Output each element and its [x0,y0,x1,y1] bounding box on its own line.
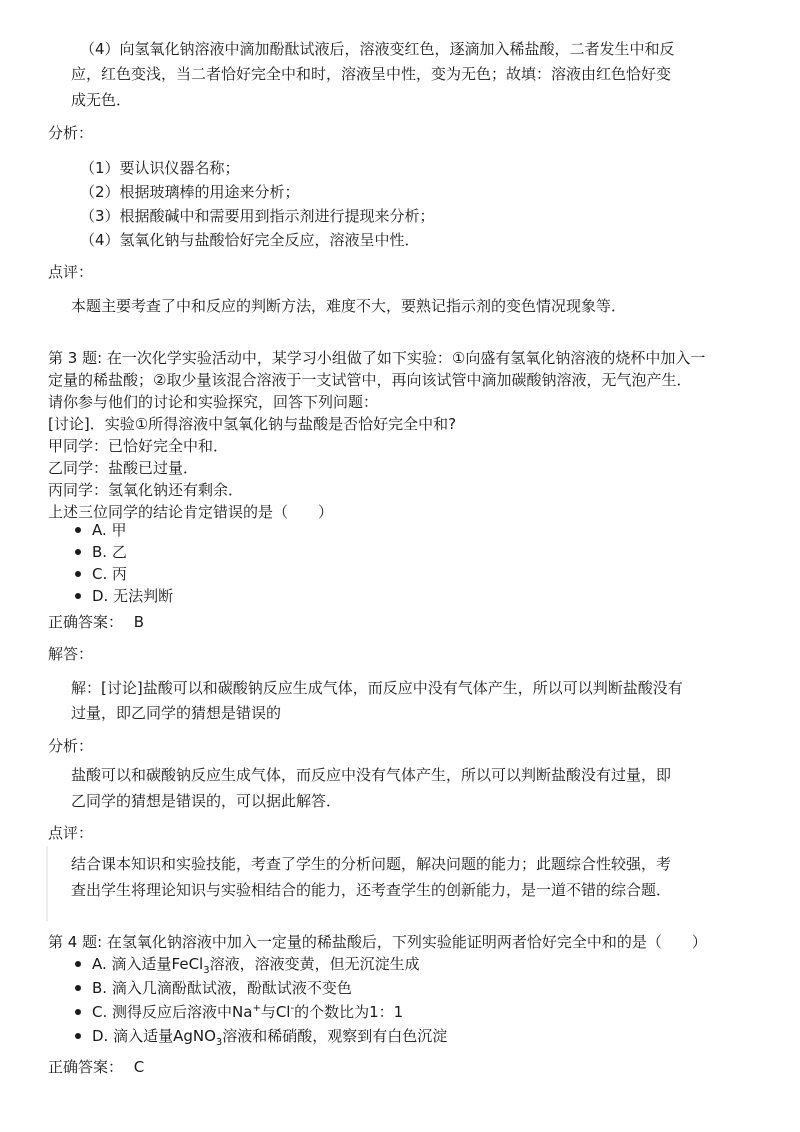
correct-answer-value: B [133,613,145,631]
option-d-text: 溶液和稀硝酸，观察到有白色沉淀 [222,1027,448,1045]
analysis-item: （1）要认识仪器名称； [80,159,240,177]
q4-option-a[interactable] [92,953,420,975]
q3-stem-line-4: [讨论]．实验①所得溶液中氢氧化钠与盐酸是否恰好完全中和? [48,415,457,433]
bullet-icon [75,571,81,577]
answer-4-line-3: 成无色． [71,91,132,109]
q4-correct-answer [48,1055,144,1080]
bullet-icon [75,961,81,967]
option-d-text: D. 滴入适量AgNO [92,1027,216,1045]
q3-stem-line-8: 上述三位同学的结论肯定错误的是（ ） [48,503,334,521]
bullet-icon [75,549,81,555]
comment-label: 点评： [48,824,94,842]
correct-answer-label: 正确答案： [48,613,124,631]
q3-stem-line-7: 丙同学：氢氧化钠还有剩余． [48,481,244,499]
option-a-text: A. 滴入适量FeCl [92,955,204,973]
bullet-icon [75,1009,81,1015]
q3-correct-answer [48,610,144,635]
q3-option-d[interactable]: D. 无法判断 [92,587,174,605]
comment-divider [46,846,48,921]
subscript: 3 [203,965,210,976]
option-c-text: C. 测得反应后溶液中Na [92,1003,253,1021]
bullet-icon [75,985,81,991]
solution-label: 解答： [48,645,94,663]
q3-stem-line-5: 甲同学：已恰好完全中和． [48,437,229,455]
analysis-item: （4）氢氧化钠与盐酸恰好完全反应，溶液呈中性． [80,231,420,249]
bullet-icon [75,527,81,533]
answer-4-line-2: 应，红色变浅，当二者恰好完全中和时，溶液呈中性，变为无色；故填：溶液由红色恰好变 [71,65,672,83]
superscript: - [290,1003,295,1014]
solution-line-2: 过量，即乙同学的猜想是错误的 [71,704,282,722]
bullet-icon [75,1033,81,1039]
comment-text: 本题主要考查了中和反应的判断方法，难度不大，要熟记指示剂的变色情况现象等． [71,297,627,315]
option-c-text: 的个数比为1：1 [294,1003,404,1021]
solution-line-1: 解：[讨论]盐酸可以和碳酸钠反应生成气体，而反应中没有气体产生，所以可以判断盐酸没有 [71,679,683,697]
analysis-label: 分析： [48,737,94,755]
q4-option-c[interactable] [92,1001,403,1023]
q3-stem-line-3: 请你参与他们的讨论和实验探究，回答下列问题： [48,393,379,411]
correct-answer-label: 正确答案： [48,1058,124,1076]
analysis-line-2: 乙同学的猜想是错误的，可以据此解答． [71,792,342,810]
analysis-item: （3）根据酸碱中和需要用到指示剂进行提现来分析； [80,207,435,225]
analysis-label: 分析： [48,124,94,142]
bullet-icon [75,593,81,599]
analysis-item: （2）根据玻璃棒的用途来分析； [80,183,300,201]
comment-line-2: 查出学生将理论知识与实验相结合的能力，还考查学生的创新能力，是一道不错的综合题． [71,881,672,899]
q3-stem-line-1: 第 3 题: 在一次化学实验活动中，某学习小组做了如下实验：①向盛有氢氧化钠溶液的烧杯中加入一 [48,349,706,367]
analysis-line-1: 盐酸可以和碳酸钠反应生成气体，而反应中没有气体产生，所以可以判断盐酸没有过量，即 [71,766,672,784]
q4-stem: 第 4 题: 在氢氧化钠溶液中加入一定量的稀盐酸后，下列实验能证明两者恰好完全中和的是（ ） [48,933,707,951]
q4-option-b[interactable]: B. 滴入几滴酚酞试液，酚酞试液不变色 [92,979,352,997]
option-c-text: 与Cl [260,1003,291,1021]
q3-stem-line-2: 定量的稀盐酸；②取少量该混合溶液于一支试管中，再向该试管中滴加碳酸钠溶液，无气泡产生． [48,371,692,389]
q3-option-c[interactable]: C. 丙 [92,565,128,583]
q4-option-d[interactable] [92,1025,447,1047]
q3-stem-line-6: 乙同学：盐酸已过量． [48,459,199,477]
comment-line-1: 结合课本知识和实验技能，考查了学生的分析问题，解决问题的能力；此题综合性较强，考 [71,855,672,873]
superscript: + [252,1003,261,1014]
q3-option-b[interactable]: B. 乙 [92,543,127,561]
answer-4-line-1: （4）向氢氧化钠溶液中滴加酚酞试液后，溶液变红色，逐滴加入稀盐酸，二者发生中和反 [80,40,675,58]
q3-option-a[interactable]: A. 甲 [92,521,127,539]
correct-answer-value: C [133,1058,145,1076]
comment-label: 点评： [48,263,94,281]
option-a-text: 溶液，溶液变黄，但无沉淀生成 [209,955,420,973]
subscript: 3 [215,1037,223,1048]
